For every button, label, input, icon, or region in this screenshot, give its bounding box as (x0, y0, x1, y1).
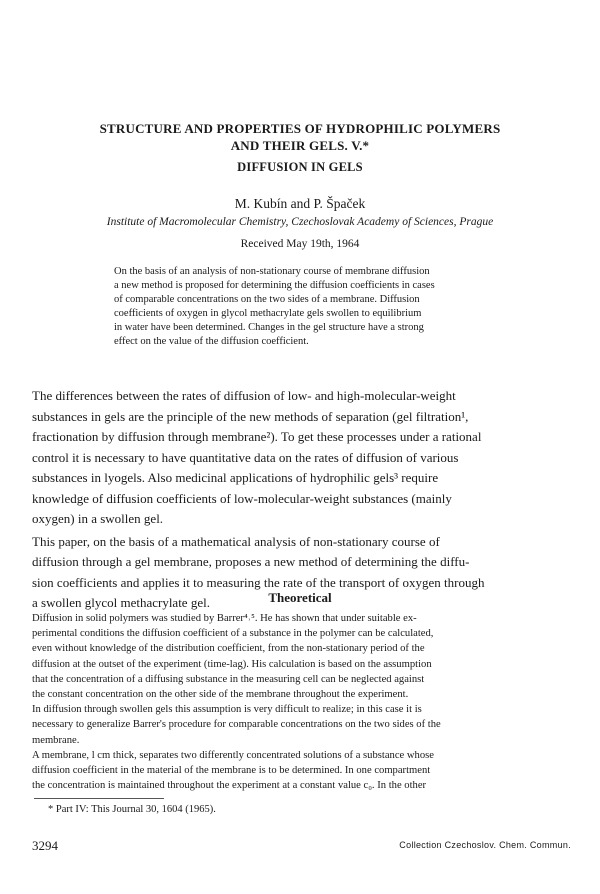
received-date: Received May 19th, 1964 (240, 238, 360, 250)
page-number: 3294 (32, 838, 58, 853)
theoretical-section (32, 611, 572, 793)
abstract-line: On the basis of an analysis of non-stationary course of membrane diffusion (114, 266, 430, 277)
theory-line: that the concentration of a diffusing substance in the measuring cell can be neglected against (32, 673, 425, 685)
intro-line: a swollen glycol methacrylate gel. (32, 595, 210, 610)
intro-line: The differences between the rates of diffusion of low- and high-molecular-weight (32, 388, 456, 403)
intro-line: diffusion through a gel membrane, proposes a new method of determining the diffu- (32, 554, 470, 569)
intro-line: substances in gels are the principle of the new methods of separation (gel filtration¹, (32, 408, 469, 424)
abstract-line: coefficients of oxygen in glycol methacrylate gels swollen to equilibrium (114, 308, 422, 319)
abstract-line: of comparable concentrations on the two sides of a membrane. Diffusion (114, 294, 420, 305)
intro-line: This paper, on the basis of a mathematical analysis of non-stationary course of (32, 533, 440, 549)
title-line-2: AND THEIR GELS. V.* (230, 138, 370, 153)
title-line-3: DIFFUSION IN GELS (237, 160, 363, 174)
theory-line: In diffusion through swollen gels this assumption is very difficult to realize; in this case it is (32, 704, 422, 716)
theory-line: the concentration is maintained throughout the experiment at a constant value c₀. In the other (32, 780, 427, 792)
theory-line: Diffusion in solid polymers was studied by Barrer⁴˒⁵. He has shown that under suitable ex- (32, 613, 417, 624)
theory-line: even without knowledge of the distribution coefficient, from the non-stationary period of the (32, 643, 425, 655)
footnote-divider (34, 798, 164, 799)
intro-line: oxygen) in a swollen gel. (32, 511, 164, 526)
theory-line: diffusion at the outset of the experiment (time-lag). His calculation is based on the assumption (32, 658, 432, 670)
footnote: * Part IV: This Journal 30, 1604 (1965). (48, 804, 216, 815)
journal-name: Collection Czechoslov. Chem. Commun. (399, 840, 571, 850)
abstract-line: a new method is proposed for determining the diffusion coefficients in cases (114, 280, 435, 291)
intro-line: substances in lyogels. Also medicinal applications of hydrophilic gels³ require (32, 470, 439, 485)
abstract-line: in water have been determined. Changes in the gel structure have a strong (114, 322, 424, 333)
theory-line: necessary to generalize Barrer's procedure for comparable concentrations on the two sides of the (32, 719, 441, 731)
theory-line: perimental conditions the diffusion coefficient of a substance in the polymer can be calculated, (32, 628, 434, 640)
intro-line: knowledge of diffusion coefficients of low-molecular-weight substances (mainly (32, 490, 452, 506)
intro-line: fractionation by diffusion through membrane²). To get these processes under a rational (32, 429, 482, 444)
theory-line: the constant concentration on the other side of the membrane throughout the experiment. (32, 689, 409, 701)
introduction (32, 386, 572, 614)
theory-line: diffusion coefficient in the material of the membrane is to be determined. In one compartment (32, 765, 431, 777)
theory-line: A membrane, l cm thick, separates two differently concentrated solutions of a substance whose (32, 749, 434, 761)
theory-line: membrane. (32, 734, 80, 746)
intro-line: sion coefficients and applies it to measuring the rate of the transport of oxygen through (32, 574, 485, 590)
title-line-1: STRUCTURE AND PROPERTIES OF HYDROPHILIC POLYMERS (99, 121, 501, 136)
abstract (114, 265, 506, 349)
authors: M. Kubín and P. Špaček (234, 196, 366, 211)
intro-line: control it is necessary to have quantitative data on the rates of diffusion of various (32, 449, 459, 465)
section-heading-theoretical: Theoretical (268, 590, 332, 605)
abstract-line: effect on the value of the diffusion coefficient. (114, 336, 309, 347)
affiliation: Institute of Macromolecular Chemistry, Czechoslovak Academy of Sciences, Prague (106, 216, 494, 228)
